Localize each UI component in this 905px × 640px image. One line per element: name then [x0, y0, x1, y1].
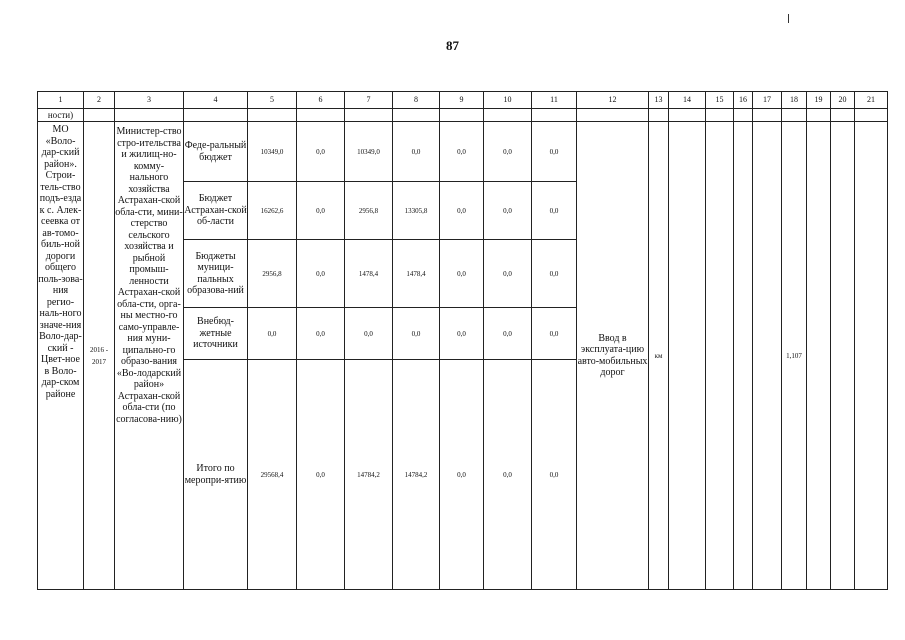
value-cell: 0,0	[532, 308, 577, 360]
value-cell: 0,0	[440, 182, 484, 240]
value-cell: 0,0	[248, 308, 297, 360]
funding-source: Феде-ральный бюджет	[184, 122, 248, 182]
column-number-cell: 2	[84, 92, 115, 109]
column-number-cell: 6	[297, 92, 345, 109]
column-number-cell: 4	[184, 92, 248, 109]
column-number-cell: 7	[345, 92, 393, 109]
value-cell: 0,0	[484, 240, 532, 308]
column-number-cell: 1	[38, 92, 84, 109]
funding-source: Бюджет Астрахан-ской об-ласти	[184, 182, 248, 240]
value-cell: 2956,8	[248, 240, 297, 308]
value-cell: 0,0	[393, 308, 440, 360]
value-cell: 0,0	[532, 122, 577, 182]
value-cell: 10349,0	[345, 122, 393, 182]
column-number-row	[38, 92, 888, 109]
value-cell: 0,0	[484, 182, 532, 240]
value-cell: 0,0	[532, 360, 577, 590]
value-cell: 0,0	[440, 360, 484, 590]
budget-table	[37, 91, 888, 590]
value-cell: 0,0	[440, 122, 484, 182]
column-number-cell: 8	[393, 92, 440, 109]
funding-source: Бюджеты муници-пальных образова-ний	[184, 240, 248, 308]
indicator-value-cell: 1,107	[782, 122, 807, 590]
value-cell: 0,0	[297, 182, 345, 240]
column-number-cell: 13	[649, 92, 669, 109]
continuation-row	[38, 109, 888, 122]
value-cell: 16262,6	[248, 182, 297, 240]
column-number-cell: 16	[734, 92, 753, 109]
value-cell: 0,0	[297, 240, 345, 308]
column-number-cell: 21	[855, 92, 888, 109]
value-cell: 2956,8	[345, 182, 393, 240]
scan-mark	[788, 14, 789, 23]
value-cell: 1478,4	[393, 240, 440, 308]
value-cell: 0,0	[440, 240, 484, 308]
column-number-cell: 12	[577, 92, 649, 109]
value-cell: 0,0	[297, 308, 345, 360]
object-name-cell: МО «Воло-дар-ский район». Строи-тель-ство подъ-езда к с. Алек-сеевка от ав-томо-биль-ной дороги общего поль-зова-ния регио-наль-ного значе-ния Воло-дар-ский - Цвет-ное в Воло-дар-ском районе	[38, 122, 84, 590]
value-cell: 0,0	[440, 308, 484, 360]
value-cell: 13305,8	[393, 182, 440, 240]
executor-cell: Министер-ство стро-ительства и жилищ-но-комму-нального хозяйства Астрахан-ской обла-сти, мини-стерство сельского хозяйства и рыбной промыш-ленности Астрахан-ской обла-сти, орга-ны местно-го само-управле-ния муни-ципально-го образо-вания «Во-лодарский район» Астрахан-ской обла-сти (по согласова-нию)	[115, 122, 184, 590]
value-cell: 0,0	[484, 360, 532, 590]
column-number-cell: 17	[753, 92, 782, 109]
table-row	[38, 122, 888, 182]
value-cell: 1478,4	[345, 240, 393, 308]
value-cell: 0,0	[345, 308, 393, 360]
unit-cell: км	[649, 122, 669, 590]
value-cell: 0,0	[484, 122, 532, 182]
column-number-cell: 19	[807, 92, 831, 109]
funding-source: Итого по меропри-ятию	[184, 360, 248, 590]
value-cell: 0,0	[297, 122, 345, 182]
column-number-cell: 9	[440, 92, 484, 109]
continuation-cell: ности)	[38, 109, 84, 122]
indicator-cell: Ввод в эксплуата-цию авто-мобильных дорог	[577, 122, 649, 590]
column-number-cell: 20	[831, 92, 855, 109]
column-number-cell: 5	[248, 92, 297, 109]
value-cell: 14784,2	[345, 360, 393, 590]
value-cell: 0,0	[532, 240, 577, 308]
value-cell: 0,0	[393, 122, 440, 182]
column-number-cell: 11	[532, 92, 577, 109]
value-cell: 10349,0	[248, 122, 297, 182]
page-number: 87	[446, 38, 459, 53]
value-cell: 14784,2	[393, 360, 440, 590]
value-cell: 0,0	[297, 360, 345, 590]
column-number-cell: 10	[484, 92, 532, 109]
value-cell: 0,0	[484, 308, 532, 360]
column-number-cell: 14	[669, 92, 706, 109]
value-cell: 0,0	[532, 182, 577, 240]
column-number-cell: 15	[706, 92, 734, 109]
column-number-cell: 3	[115, 92, 184, 109]
column-number-cell: 18	[782, 92, 807, 109]
period-cell: 2016 - 2017	[84, 122, 115, 590]
value-cell: 29568,4	[248, 360, 297, 590]
funding-source: Внебюд-жетные источники	[184, 308, 248, 360]
